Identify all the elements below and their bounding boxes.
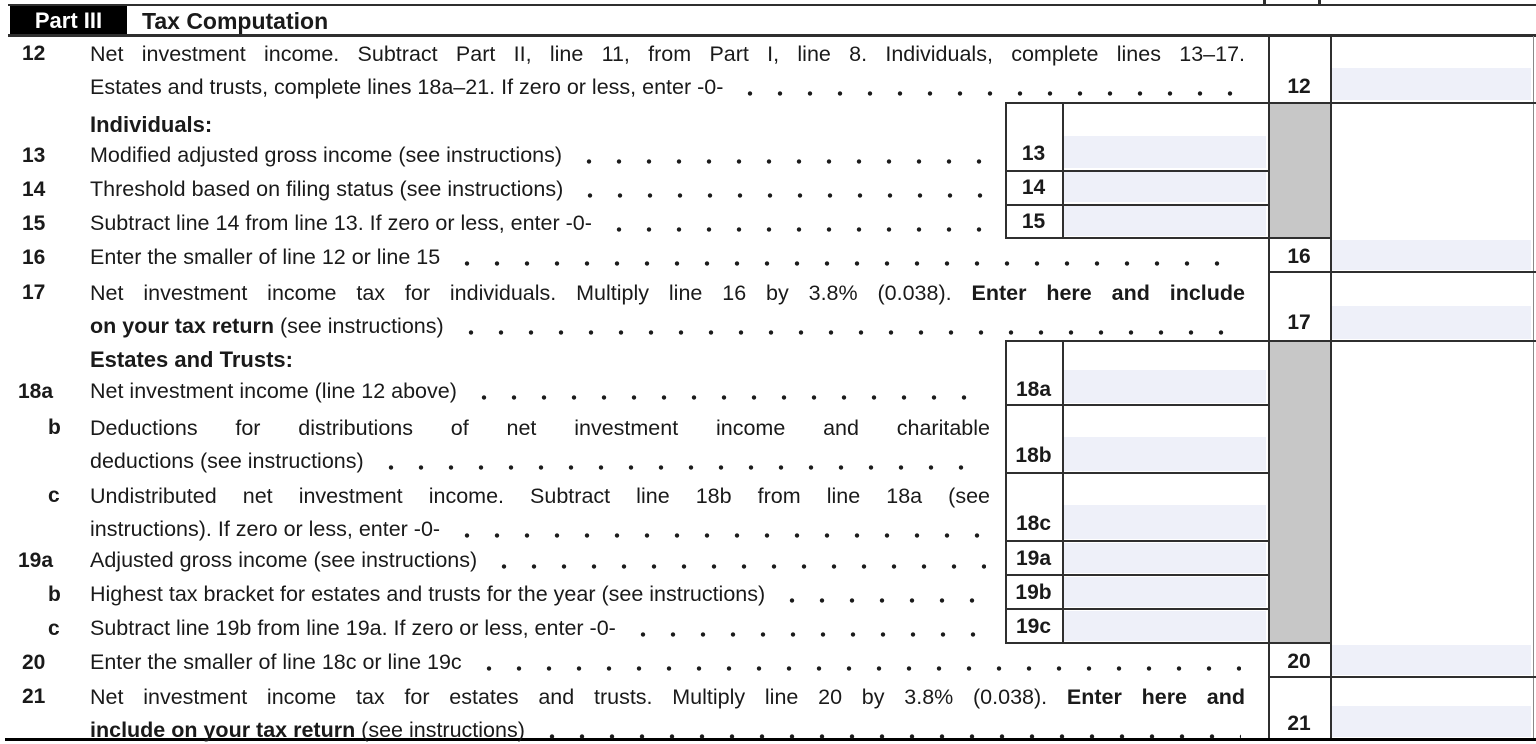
line-18c-box-label: 18c — [1015, 512, 1052, 535]
line-17-number: 17 — [22, 281, 46, 304]
grid-line — [1268, 676, 1536, 678]
line-14-number: 14 — [22, 178, 46, 201]
line-16-amount-field[interactable] — [1332, 240, 1531, 270]
line-12-number: 12 — [22, 42, 46, 65]
line-19a-text-line — [90, 549, 990, 573]
dot-leader — [575, 178, 986, 202]
line-14-box-label: 14 — [1021, 176, 1046, 199]
grid-line — [1005, 404, 1268, 406]
line-20-text: Enter the smaller of line 18c or line 19c — [90, 650, 462, 674]
line-19b-amount-field[interactable] — [1064, 577, 1266, 607]
line-19c-text: Subtract line 19b from line 19a. If zero or less, enter -0- — [90, 616, 616, 640]
line-16-text-line — [90, 246, 1245, 270]
line-18c-text-line-1: Undistributed net investment income. Subtract line 18b from line 18a (see — [90, 484, 990, 508]
line-19a-box-label: 19a — [1015, 547, 1052, 570]
grid-line — [1268, 271, 1536, 273]
line-18b-number: b — [48, 416, 61, 439]
dot-leader — [735, 76, 1241, 100]
line-20-number: 20 — [22, 651, 46, 674]
line-18a-number: 18a — [18, 380, 54, 403]
grid-line — [1005, 170, 1268, 172]
grid-line — [1330, 36, 1332, 740]
line-14-text-line — [90, 178, 990, 202]
line-13-box-label: 13 — [1021, 142, 1046, 165]
dot-leader — [469, 380, 986, 404]
line-18c-text-line-2 — [90, 518, 990, 542]
line-21-text: Net investment income tax for estates and trusts. Multiply line 20 by 3.8% (0.038). — [90, 685, 1048, 709]
line-13-text: Modified adjusted gross income (see instructions) — [90, 143, 563, 167]
line-17-text-bold: on your tax return — [90, 314, 274, 338]
grid-line — [1268, 36, 1270, 740]
line-21-text: (see instructions) — [355, 718, 525, 742]
line-12-text-line-2 — [90, 76, 1245, 100]
grid-line — [1062, 341, 1064, 643]
line-17-text-line-2 — [90, 315, 1245, 339]
dot-leader — [474, 651, 1241, 675]
grid-line — [1533, 36, 1534, 740]
line-17-text: Net investment income tax for individuals. Multiply line 16 by 3.8% (0.038). — [90, 281, 952, 305]
grid-line — [1005, 340, 1536, 342]
grid-line — [8, 34, 1536, 37]
line-12-box-label: 12 — [1287, 75, 1311, 98]
part-label: Part III — [10, 6, 127, 35]
line-15-number: 15 — [22, 212, 46, 235]
line-12-amount-field[interactable] — [1332, 68, 1531, 100]
line-14-amount-field[interactable] — [1064, 172, 1266, 202]
line-15-text-line — [90, 212, 990, 236]
dot-leader — [604, 212, 986, 236]
line-17-box-label: 17 — [1287, 311, 1311, 334]
line-21-text-line-1 — [90, 685, 1245, 709]
line-18c-text: instructions). If zero or less, enter -0- — [90, 517, 441, 541]
line-16-box-label: 16 — [1287, 245, 1311, 268]
line-18a-text: Net investment income (line 12 above) — [90, 379, 457, 403]
line-19b-text-line — [90, 583, 990, 607]
line-21-text-bold: Enter here and — [1066, 685, 1245, 709]
line-20-amount-field[interactable] — [1332, 645, 1531, 675]
line-19c-number: c — [48, 617, 60, 640]
grid-line — [8, 4, 1536, 6]
line-17-text-line-1 — [90, 281, 1245, 305]
line-19c-amount-field[interactable] — [1064, 611, 1266, 641]
line-16-text: Enter the smaller of line 12 or line 15 — [90, 245, 441, 269]
grid-line — [1005, 574, 1268, 576]
shaded-cell — [1269, 342, 1330, 642]
line-15-box-label: 15 — [1021, 210, 1046, 233]
line-13-number: 13 — [22, 144, 46, 167]
line-19b-text: Highest tax bracket for estates and trusts for the year (see instructions) — [90, 582, 766, 606]
grid-line — [1005, 237, 1332, 239]
dot-leader — [456, 315, 1241, 339]
line-19a-number: 19a — [18, 549, 54, 572]
line-15-amount-field[interactable] — [1064, 206, 1266, 236]
grid-line — [1005, 102, 1536, 104]
line-13-amount-field[interactable] — [1064, 136, 1266, 168]
line-18b-text-line-1: Deductions for distributions of net investment income and charitable — [90, 416, 990, 440]
line-18a-text-line — [90, 380, 990, 404]
grid-line — [1263, 0, 1266, 4]
line-19c-box-label: 19c — [1015, 615, 1052, 638]
line-21-number: 21 — [22, 685, 46, 708]
line-18b-text: deductions (see instructions) — [90, 449, 364, 473]
line-12-text-line-1: Net investment income. Subtract Part II, line 11, from Part I, line 8. Individuals, complete lines 13–17. — [90, 42, 1245, 66]
line-13-text-line — [90, 144, 990, 168]
grid-line — [1005, 642, 1332, 644]
line-21-text-bold: include on your tax return — [90, 718, 356, 742]
part-title: Tax Computation — [142, 8, 329, 34]
line-12-text: Estates and trusts, complete lines 18a–21. If zero or less, enter -0- — [90, 75, 724, 99]
line-18c-amount-field[interactable] — [1064, 505, 1266, 539]
line-19a-text: Adjusted gross income (see instructions) — [90, 548, 478, 572]
line-19b-box-label: 19b — [1015, 581, 1052, 604]
line-21-text-line-2 — [90, 719, 1245, 743]
estates-trusts-heading: Estates and Trusts: — [90, 347, 293, 372]
line-20-text-line — [90, 651, 1245, 675]
grid-line — [1005, 540, 1268, 542]
line-18c-number: c — [48, 484, 60, 507]
line-19a-amount-field[interactable] — [1064, 543, 1266, 573]
line-15-text: Subtract line 14 from line 13. If zero or less, enter -0- — [90, 211, 592, 235]
grid-line — [1005, 472, 1268, 474]
dot-leader — [628, 617, 986, 641]
grid-line — [1005, 608, 1268, 610]
individuals-heading: Individuals: — [90, 112, 213, 137]
grid-line — [1005, 204, 1268, 206]
line-17-text-bold: Enter here and include — [971, 281, 1245, 305]
line-17-text: (see instructions) — [273, 314, 444, 338]
grid-line — [1318, 0, 1321, 4]
dot-leader — [489, 549, 986, 573]
dot-leader — [452, 246, 1241, 270]
shaded-cell — [1269, 104, 1330, 237]
dot-leader — [537, 719, 1241, 743]
line-18b-box-label: 18b — [1015, 444, 1052, 467]
line-21-amount-field[interactable] — [1332, 706, 1531, 737]
line-16-number: 16 — [22, 246, 46, 269]
line-18a-box-label: 18a — [1015, 378, 1052, 401]
line-18b-amount-field[interactable] — [1064, 437, 1266, 471]
line-19c-text-line — [90, 617, 990, 641]
dot-leader — [452, 518, 986, 542]
dot-leader — [376, 450, 986, 474]
line-20-box-label: 20 — [1287, 650, 1311, 673]
line-17-amount-field[interactable] — [1332, 306, 1531, 339]
line-21-box-label: 21 — [1287, 712, 1311, 735]
line-18b-text-line-2 — [90, 450, 990, 474]
dot-leader — [777, 583, 986, 607]
line-19b-number: b — [48, 583, 61, 606]
dot-leader — [574, 144, 986, 168]
line-18a-amount-field[interactable] — [1064, 370, 1266, 403]
line-14-text: Threshold based on filing status (see instructions) — [90, 177, 564, 201]
